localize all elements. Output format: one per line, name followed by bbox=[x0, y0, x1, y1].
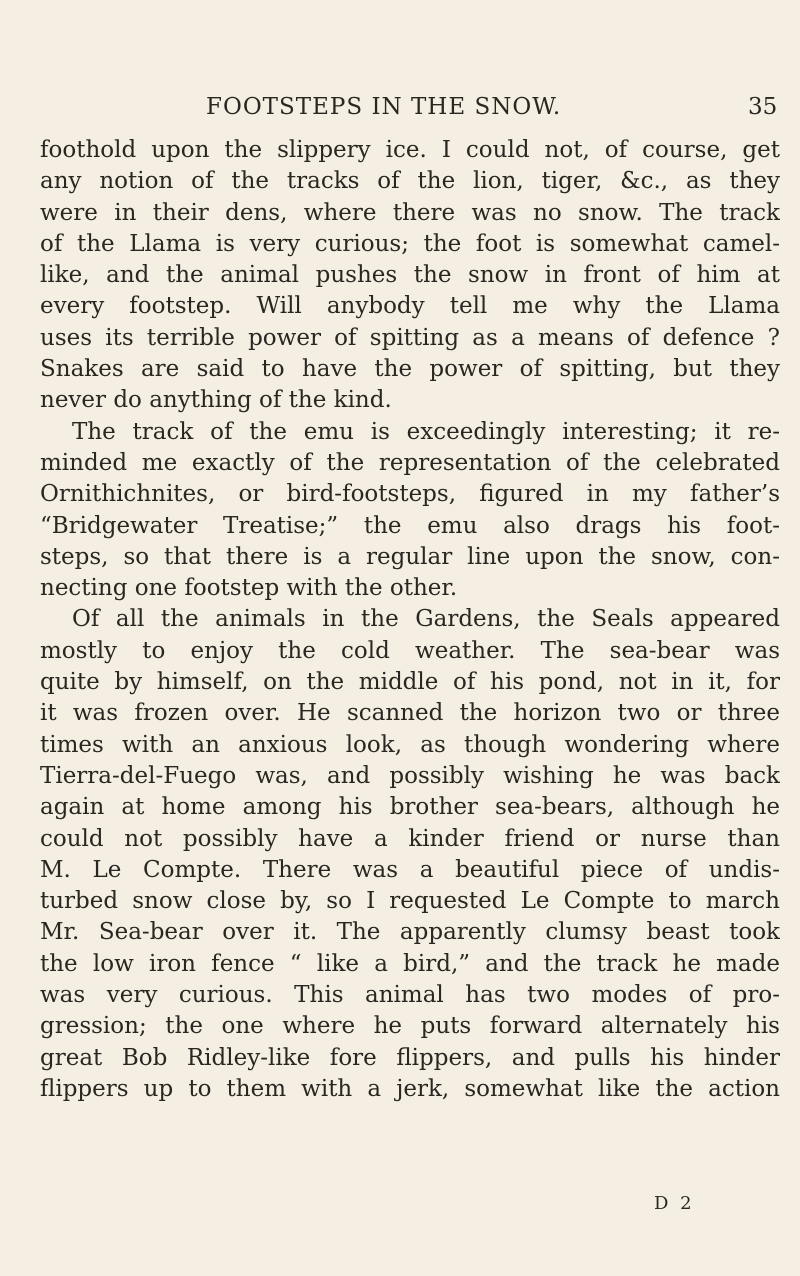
text-line: uses its terrible power of spitting as a means of defence ? bbox=[40, 324, 780, 351]
text-line: Ornithichnites, or bird-footsteps, figured in my father’s bbox=[40, 481, 780, 508]
text-line: necting one footstep with the other. bbox=[40, 575, 458, 602]
body-text bbox=[40, 135, 780, 1105]
text-line: like, and the animal pushes the snow in front of him at bbox=[40, 262, 780, 289]
text-line: foothold upon the slippery ice. I could not, of course, get bbox=[40, 137, 780, 163]
text-line: Mr. Sea-bear over it. The apparently clumsy beast took bbox=[40, 919, 780, 946]
running-title: FOOTSTEPS IN THE SNOW. bbox=[206, 94, 562, 120]
paragraph-start-line: Of all the animals in the Gardens, the Seals appeared bbox=[72, 606, 780, 633]
text-line: mostly to enjoy the cold weather. The sea-bear was bbox=[40, 637, 780, 664]
text-line: never do anything of the kind. bbox=[40, 387, 392, 414]
text-line: minded me exactly of the representation of the celebrated bbox=[40, 449, 780, 476]
text-line: was very curious. This animal has two modes of pro- bbox=[40, 982, 780, 1009]
text-line: it was frozen over. He scanned the horizon two or three bbox=[40, 700, 780, 727]
text-line: Snakes are said to have the power of spitting, but they bbox=[40, 356, 780, 383]
text-line: Tierra-del-Fuego was, and possibly wishing he was back bbox=[40, 762, 780, 789]
signature-mark: D 2 bbox=[654, 1193, 695, 1214]
text-line: gression; the one where he puts forward alternately his bbox=[40, 1013, 780, 1040]
text-line: every footstep. Will anybody tell me why the Llama bbox=[40, 293, 780, 320]
page-number: 35 bbox=[748, 94, 778, 120]
text-line: M. Le Compte. There was a beautiful piece of undis- bbox=[40, 856, 780, 883]
text-line: any notion of the tracks of the lion, tiger, &c., as they bbox=[40, 168, 780, 195]
text-line: times with an anxious look, as though wondering where bbox=[40, 731, 780, 758]
paragraph-start-line: The track of the emu is exceedingly interesting; it re- bbox=[72, 418, 780, 445]
text-line: great Bob Ridley-like fore flippers, and pulls his hinder bbox=[40, 1044, 780, 1071]
text-line: steps, so that there is a regular line upon the snow, con- bbox=[40, 543, 780, 570]
text-line: “Bridgewater Treatise;” the emu also drags his foot- bbox=[40, 512, 780, 539]
text-line: the low iron fence “ like a bird,” and the track he made bbox=[40, 950, 780, 977]
text-line: flippers up to them with a jerk, somewhat like the action bbox=[40, 1075, 780, 1102]
text-line: of the Llama is very curious; the foot is somewhat camel- bbox=[40, 230, 780, 257]
text-line: quite by himself, on the middle of his pond, not in it, for bbox=[40, 669, 780, 696]
text-line: could not possibly have a kinder friend or nurse than bbox=[40, 825, 780, 852]
text-line: were in their dens, where there was no snow. The track bbox=[40, 199, 780, 226]
text-line: again at home among his brother sea-bears, although he bbox=[40, 794, 780, 821]
page-header bbox=[0, 92, 800, 132]
text-line: turbed snow close by, so I requested Le Compte to march bbox=[40, 888, 780, 915]
